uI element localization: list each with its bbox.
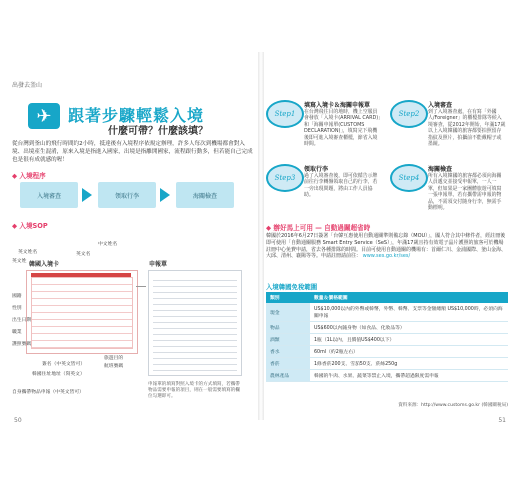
step-body: 到了入境審查處，在有寫「外國人/Foreigner」的櫃檯排隊等候入境審查，從2012年開始，年滿17歲以上入境韓國的旅客都要拍照留存指紋及照片，拍攝前不能戴帽子或墨鏡。 xyxy=(428,109,506,148)
arrow-right-icon xyxy=(82,188,92,202)
table-row xyxy=(266,334,508,346)
table-cell: 香水 xyxy=(266,346,310,358)
step-title: 入境審查 xyxy=(428,102,453,109)
table-cell: US$600以內隨身物（如食品、化妝品等） xyxy=(310,322,508,334)
diamond-icon: ◆ xyxy=(266,224,274,232)
arrival-card xyxy=(26,261,138,354)
table-cell: US$10,000以內的外幣或韓幣，外幣、韓幣、支票等金額總額 US$10,000時，必須向海關申報 xyxy=(310,303,508,322)
intro-paragraph: 從台灣到釜山的飛行時間約2小時，抵達後有入境程序依規定辦理，許多人每次到機場都會對入境、出境產生混淆，原來入境是指進入國家，出境是指離開國家，流程跟行動多，但若能自己完成也是很有成就感的喔！ xyxy=(12,141,253,163)
arrival-card-fields xyxy=(31,277,133,349)
subhead: 什麼可帶？什麼該填？ xyxy=(108,126,208,137)
step-badge: Step4 xyxy=(390,164,428,192)
table-header-cell: 類別 xyxy=(266,292,310,303)
arrow-right-icon xyxy=(160,188,170,202)
table-cell: 1條香菸200支、雪茄50支、菸絲250g xyxy=(310,358,508,370)
auto-gate-text: 韓國於2016年6月27日簽署「台韓互惠使用自動通關準則備忘錄（MOU）」，國人符合其中條件者，經註冊後即可使用「自動通關服務 Smart Entry Service（SeS）」，年滿17歲且持有效電子晶片護照的旅客可於機場註冊中心免費申請，省去各種排隊的時間。目前可使用自動通關的機場有：首爾仁川、金浦國際、釜山金海、大邱、清州、襄陽等等。申請註冊請前往： xyxy=(266,233,507,260)
section-process-label: 入境程序 xyxy=(19,172,46,180)
flow-step-3: 海關檢查 xyxy=(176,182,234,208)
declaration-note: 申報單的填寫對照入境卡的方式填寫，若攜帶物品需要申報的項目，則在一般需要填寫的欄位勾選即可。 xyxy=(148,382,240,399)
callout-dob: 出生日期 xyxy=(12,318,32,323)
table-row xyxy=(266,346,508,358)
flow-diagram xyxy=(12,178,254,212)
auto-gate-paragraph xyxy=(266,233,508,260)
flow-step-2: 領取行李 xyxy=(98,182,156,208)
flow-step-1: 入境審查 xyxy=(20,182,78,208)
airplane-icon: ✈ xyxy=(28,103,60,129)
callout-arrival-airport: 韓國住址地址（寫英文） xyxy=(32,372,85,377)
declaration-fields xyxy=(153,275,237,371)
table-cell: 韓國的牛肉、水果、蔬菜等禁止入境，攜帶超過限度需申報 xyxy=(310,370,508,382)
table-cell: 物品 xyxy=(266,322,310,334)
table-cell: 酒類 xyxy=(266,334,310,346)
step-body: 所有入境韓國的旅客都必須向海關人員遞交並接受申報單，一人一單，但如果是一家團體旅遊可填寫一張申報單，若有攜帶需申報的物品，不需須交付隨身行李，無需手動標明。 xyxy=(428,173,502,212)
section-auto-label: 辦好馬上可用 — 自動過關超省時 xyxy=(273,224,371,232)
declaration-title: 申報單 xyxy=(149,261,168,268)
step-badge: Step1 xyxy=(266,100,304,128)
section-sop xyxy=(12,220,48,230)
table-title: 入境韓國免稅範圍 xyxy=(266,283,318,291)
leader-line xyxy=(136,286,146,287)
callout-chinese-name: 中文姓名 xyxy=(98,242,118,247)
step-title: 海關檢查 xyxy=(428,166,453,173)
step-3 xyxy=(266,164,382,224)
table-header-row xyxy=(266,292,508,303)
table-header-cell: 數量＆價格範圍 xyxy=(310,292,508,303)
table-cell: 香菸 xyxy=(266,358,310,370)
source-credit: 資料來源：http://www.customs.go.kr (韓國關稅局) xyxy=(398,403,508,408)
left-page xyxy=(12,52,254,424)
table-cell: 1瓶（1L以內，且價值US$400以下） xyxy=(310,334,508,346)
callout-passport-no: 護照號碼 xyxy=(12,342,32,347)
right-page xyxy=(266,52,508,424)
step-4 xyxy=(390,164,506,224)
callout-declaration: 自身攜帶物品申報（中英文皆可） xyxy=(12,390,84,395)
section-sop-label: 入境SOP xyxy=(19,222,48,230)
table-cell: 60ml（約2瓶左右） xyxy=(310,346,508,358)
table-row xyxy=(266,303,508,322)
section-auto-gate xyxy=(266,222,370,232)
callout-occupation: 職業 xyxy=(12,330,22,335)
ses-link[interactable]: www.ses.go.kr/ses/ xyxy=(362,253,411,260)
breadcrumb: 出發去釜山 xyxy=(12,82,43,89)
table-cell: 現金 xyxy=(266,303,310,322)
step-badge: Step2 xyxy=(390,100,428,128)
headline: 跟著步驟輕鬆入境 xyxy=(68,106,205,125)
callout-english-firstname: 英文名 xyxy=(76,252,91,257)
callout-purpose: 旅遊目的 xyxy=(104,356,124,361)
diamond-icon: ◆ xyxy=(12,222,20,230)
customs-declaration xyxy=(148,261,242,376)
step-title: 填寫入境卡＆海關申報單 xyxy=(304,102,371,109)
callout-english-name: 英文姓名 xyxy=(18,250,38,255)
step-2 xyxy=(390,100,506,160)
step-body: 過了入境審查後，即可依循告示牌前往行李轉盤領取自己的行李，若一旁出現問題，將由工作人員協助。 xyxy=(304,173,378,199)
book-gutter xyxy=(258,52,264,420)
forms-area xyxy=(12,242,254,418)
step-1 xyxy=(266,100,382,160)
step-title: 領取行李 xyxy=(304,166,329,173)
callout-nationality: 國籍 xyxy=(12,294,22,299)
step-body: 在台灣飛往目的地時，機上空服員會發放「入境卡(ARRIVAL CARD)」和「海關申報單(CUSTOMS DECLARATION)」，填寫完下飛機後即可進入境審查櫃檯，節省入境時間。 xyxy=(304,109,381,148)
arrival-card-title: 韓國入境卡 xyxy=(29,261,60,268)
diamond-icon: ◆ xyxy=(12,172,20,180)
page-number: 51 xyxy=(498,417,506,424)
page-number: 50 xyxy=(14,417,22,424)
table-row xyxy=(266,370,508,382)
step-badge: Step3 xyxy=(266,164,304,192)
callout-flight-no: 航班號碼 xyxy=(104,364,124,369)
table-cell: 農林產品 xyxy=(266,370,310,382)
callout-english-surname: 英文姓 xyxy=(12,259,27,264)
table-row xyxy=(266,358,508,370)
callout-gender: 性別 xyxy=(12,306,22,311)
callout-signature: 簽名（中英文皆可） xyxy=(42,362,86,367)
table-row xyxy=(266,322,508,334)
duty-free-table xyxy=(266,292,508,382)
